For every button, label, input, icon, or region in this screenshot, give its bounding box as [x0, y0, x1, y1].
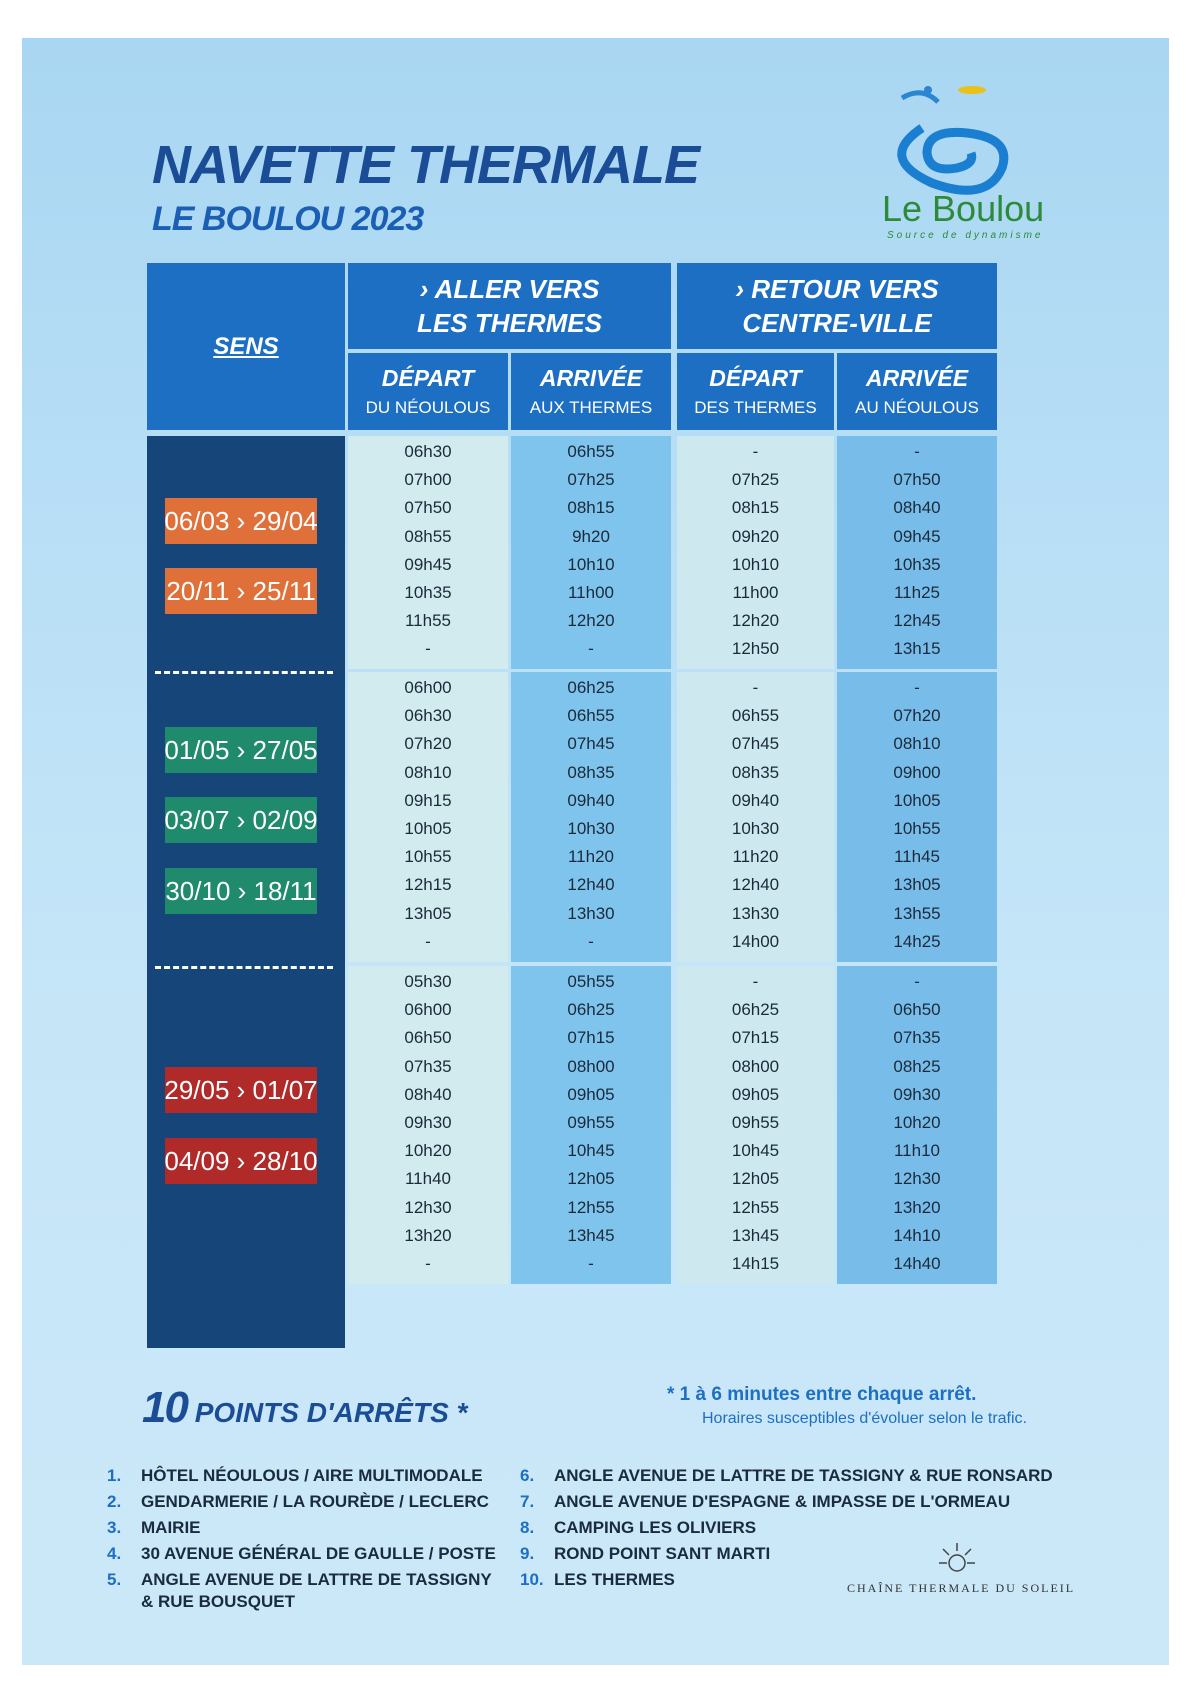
stop-item: 1. HÔTEL NÉOULOUS / AIRE MULTIMODALE [107, 1466, 483, 1485]
schedule-time: 09h55 [567, 1113, 615, 1132]
schedule-time: 09h40 [567, 790, 615, 810]
period-date-badge: 06/03 › 29/04 [165, 498, 317, 544]
schedule-column [677, 672, 834, 962]
schedule-time: 07h00 [404, 470, 452, 490]
schedule-column [348, 966, 508, 1284]
retour-header: › RETOUR VERS CENTRE-VILLE [677, 263, 997, 349]
timetable [147, 263, 1057, 1353]
schedule-time: 12h40 [567, 875, 615, 895]
schedule-time: 10h55 [404, 847, 452, 867]
schedule-time: 06h55 [567, 442, 615, 461]
schedule-time: 11h45 [893, 847, 940, 867]
schedule-time: 13h20 [893, 1197, 941, 1217]
schedule-time: 12h05 [731, 1169, 780, 1189]
schedule-time: 06h25 [731, 1000, 780, 1020]
schedule-time: 11h00 [567, 583, 614, 602]
schedule-time: 07h45 [567, 734, 615, 754]
schedule-time: 14h10 [893, 1225, 941, 1245]
schedule-time: 12h40 [731, 875, 780, 895]
schedule-time: 07h25 [567, 470, 615, 490]
schedule-time: 09h30 [404, 1113, 452, 1132]
schedule-time: 06h30 [404, 442, 452, 461]
schedule-time: 06h00 [404, 1000, 452, 1020]
schedule-time: 12h15 [404, 875, 452, 895]
schedule-time: 06h55 [567, 706, 615, 726]
schedule-time: - [914, 972, 920, 991]
stop-item: 10. LES THERMES [520, 1570, 675, 1589]
schedule-time: 12h50 [731, 639, 780, 659]
poster [22, 38, 1169, 1665]
schedule-time: 10h30 [567, 819, 615, 838]
schedule-time: 11h40 [404, 1169, 451, 1189]
period-separator [155, 966, 333, 969]
period-date-badge: 01/05 › 27/05 [165, 727, 317, 773]
period-date-badge: 04/09 › 28/10 [165, 1138, 317, 1184]
schedule-time: 07h25 [731, 470, 780, 490]
schedule-time: 08h40 [404, 1084, 452, 1104]
schedule-time: 07h45 [731, 734, 780, 754]
schedule-time: 09h55 [731, 1113, 780, 1132]
stop-item: 5. ANGLE AVENUE DE LATTRE DE TASSIGNY & RUE BOUSQUET [107, 1570, 492, 1611]
schedule-time: 13h15 [893, 639, 941, 659]
schedule-time: 11h20 [732, 847, 779, 867]
col-header-arrivee-thermes: ARRIVÉE AUX THERMES [511, 353, 671, 430]
schedule-time: 06h25 [567, 678, 615, 697]
sens-header: SENS [147, 263, 345, 430]
schedule-time: 11h10 [893, 1141, 940, 1161]
schedule-column [511, 436, 671, 669]
schedule-time: 07h50 [893, 470, 941, 490]
schedule-time: 09h00 [893, 762, 941, 782]
schedule-time: 13h55 [893, 903, 941, 923]
note-minutes: * 1 à 6 minutes entre chaque arrêt. [667, 1384, 977, 1405]
aller-header: › ALLER VERS LES THERMES [348, 263, 671, 349]
schedule-time: 13h05 [404, 903, 452, 923]
schedule-time: - [914, 678, 920, 697]
schedule-column [677, 966, 834, 1284]
stop-item: 9. ROND POINT SANT MARTI [520, 1544, 771, 1563]
sun-logo-icon [937, 1541, 977, 1577]
period-date-badge: 20/11 › 25/11 [165, 568, 317, 614]
schedule-time: 09h15 [404, 790, 452, 810]
stop-item: 6. ANGLE AVENUE DE LATTRE DE TASSIGNY & RUE RONSARD [520, 1466, 1053, 1485]
schedule-time: 13h45 [567, 1225, 615, 1245]
schedule-time: 08h25 [893, 1056, 941, 1076]
schedule-time: 05h55 [567, 972, 615, 991]
schedule-time: 14h40 [893, 1254, 941, 1273]
schedule-time: 12h05 [567, 1169, 615, 1189]
schedule-time: 07h20 [893, 706, 941, 726]
col-header-depart-neoulous: DÉPART DU NÉOULOUS [348, 353, 508, 430]
schedule-time: 09h05 [731, 1084, 780, 1104]
schedule-time: - [588, 931, 594, 951]
schedule-time: 08h40 [893, 498, 941, 518]
schedule-time: 08h10 [893, 734, 941, 754]
schedule-time: - [914, 442, 920, 461]
stop-item: 4. 30 AVENUE GÉNÉRAL DE GAULLE / POSTE [107, 1544, 496, 1563]
schedule-time: - [588, 1254, 594, 1273]
schedule-time: 08h55 [404, 526, 452, 546]
schedule-time: 07h35 [893, 1028, 941, 1048]
schedule-time: 09h05 [567, 1084, 615, 1104]
period-date-badge: 03/07 › 02/09 [165, 797, 317, 843]
schedule-time: 06h00 [404, 678, 452, 697]
schedule-time: 11h55 [404, 611, 451, 631]
page-subtitle: LE BOULOU 2023 [152, 200, 424, 238]
schedule-time: 10h55 [893, 819, 941, 838]
schedule-time: 08h00 [731, 1056, 780, 1076]
schedule-time: 10h45 [567, 1141, 615, 1161]
schedule-column [677, 436, 834, 669]
schedule-time: 08h35 [567, 762, 615, 782]
schedule-time: 14h00 [731, 931, 780, 951]
stop-item: 2. GENDARMERIE / LA ROURÈDE / LECLERC [107, 1492, 489, 1511]
schedule-time: 11h20 [567, 847, 614, 867]
schedule-time: - [425, 1254, 431, 1273]
schedule-time: 10h35 [893, 554, 941, 574]
schedule-time: 07h50 [404, 498, 452, 518]
schedule-time: 07h15 [567, 1028, 615, 1048]
schedule-time: 09h40 [731, 790, 780, 810]
stop-item: 8. CAMPING LES OLIVIERS [520, 1518, 757, 1537]
schedule-time: 14h15 [731, 1254, 780, 1273]
schedule-time: 09h45 [404, 554, 452, 574]
schedule-time: 08h15 [567, 498, 615, 518]
schedule-time: 13h30 [567, 903, 615, 923]
schedule-time: 10h10 [567, 554, 615, 574]
schedule-time: 06h55 [731, 706, 780, 726]
schedule-time: 08h15 [731, 498, 780, 518]
stop-item: 7. ANGLE AVENUE D'ESPAGNE & IMPASSE DE L'ORMEAU [520, 1492, 1011, 1511]
schedule-time: - [752, 678, 759, 697]
schedule-time: 08h35 [731, 762, 780, 782]
schedule-time: 12h45 [893, 611, 941, 631]
schedule-column [348, 672, 508, 962]
schedule-time: 08h10 [404, 762, 452, 782]
schedule-time: 07h20 [404, 734, 452, 754]
schedule-time: 10h05 [893, 790, 941, 810]
schedule-time: 10h45 [731, 1141, 780, 1161]
schedule-time: 13h20 [404, 1225, 452, 1245]
le-boulou-logo-icon [862, 78, 1062, 278]
stop-item: 3. MAIRIE [107, 1518, 201, 1537]
schedule-time: 06h50 [893, 1000, 941, 1020]
note-traffic: Horaires susceptibles d'évoluer selon le trafic. [702, 1410, 1027, 1427]
schedule-column [837, 672, 997, 962]
schedule-time: 9h20 [572, 526, 610, 546]
logo-tagline: Source de dynamisme [887, 230, 1044, 241]
schedule-column [511, 672, 671, 962]
schedule-time: 12h30 [893, 1169, 941, 1189]
schedule-time: 13h45 [731, 1225, 780, 1245]
schedule-time: 11h00 [732, 583, 779, 602]
period-date-badge: 30/10 › 18/11 [165, 868, 317, 914]
schedule-time: 06h30 [404, 706, 452, 726]
schedule-column [348, 436, 508, 669]
sens-column [147, 436, 345, 1348]
schedule-time: 06h50 [404, 1028, 452, 1048]
page-title: NAVETTE THERMALE [152, 135, 699, 195]
schedule-time: 12h55 [731, 1197, 780, 1217]
footer-brand: CHAÎNE THERMALE DU SOLEIL [847, 1581, 1076, 1595]
schedule-time: - [752, 972, 759, 991]
schedule-time: 10h05 [404, 819, 452, 838]
schedule-time: 10h35 [404, 583, 452, 602]
schedule-time: - [425, 931, 431, 951]
period-date-badge: 29/05 › 01/07 [165, 1067, 317, 1113]
schedule-time: 05h30 [404, 972, 452, 991]
schedule-time: 12h55 [567, 1197, 615, 1217]
schedule-time: 13h05 [893, 875, 941, 895]
schedule-time: 10h30 [731, 819, 780, 838]
schedule-time: - [588, 639, 594, 659]
schedule-time: 09h30 [893, 1084, 941, 1104]
schedule-time: 10h10 [731, 554, 780, 574]
schedule-time: 08h00 [567, 1056, 615, 1076]
schedule-column [837, 436, 997, 669]
schedule-time: 10h20 [893, 1113, 941, 1132]
schedule-time: 11h25 [893, 583, 940, 602]
schedule-time: 10h20 [404, 1141, 452, 1161]
schedule-time: - [752, 442, 759, 461]
logo-name: Le Boulou [882, 188, 1045, 229]
period-separator [155, 671, 333, 674]
schedule-time: 12h20 [731, 611, 780, 631]
stops-title: 10 POINTS D'ARRÊTS * [142, 1383, 468, 1432]
schedule-column [837, 966, 997, 1284]
schedule-time: 13h30 [731, 903, 780, 923]
schedule-column [511, 966, 671, 1284]
schedule-time: 09h45 [893, 526, 941, 546]
schedule-time: 12h30 [404, 1197, 452, 1217]
col-header-depart-thermes: DÉPART DES THERMES [677, 353, 834, 430]
schedule-time: 07h35 [404, 1056, 452, 1076]
col-header-arrivee-neoulous: ARRIVÉE AU NÉOULOUS [837, 353, 997, 430]
schedule-time: - [425, 639, 431, 659]
schedule-time: 06h25 [567, 1000, 615, 1020]
schedule-time: 12h20 [567, 611, 615, 631]
schedule-time: 07h15 [731, 1028, 780, 1048]
schedule-time: 14h25 [893, 931, 941, 951]
schedule-time: 09h20 [731, 526, 780, 546]
